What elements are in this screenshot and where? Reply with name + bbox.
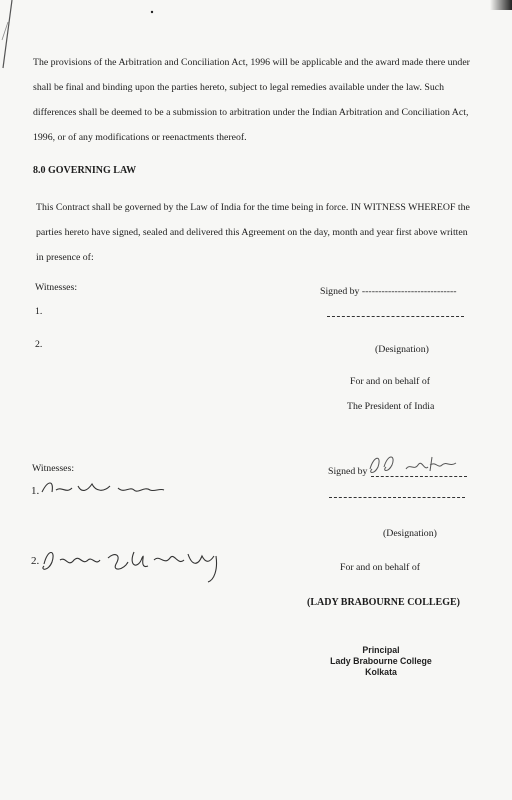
section-heading-governing-law: 8.0 GOVERNING LAW <box>33 165 137 176</box>
principal-signature <box>366 449 466 477</box>
governing-law-text: This Contract shall be governed by the Law of India for the time being in force. IN WITNESS WHEREOF the parties hereto have signed, sealed and delivered this Agreement on the day, month and year first above written in presence of: <box>36 202 470 263</box>
stamp-college: Lady Brabourne College <box>330 656 432 666</box>
witness-1-number-2: 1. <box>31 485 40 497</box>
signed-by-line-1: Signed by ----------------------------- <box>320 286 457 297</box>
party-lady-brabourne-college: (LADY BRABOURNE COLLEGE) <box>307 597 460 608</box>
speck <box>150 10 154 14</box>
party-president-of-india: The President of India <box>347 401 435 412</box>
signed-by-label-2: Signed by <box>328 466 368 477</box>
arbitration-clause-text: The provisions of the Arbitration and Conciliation Act, 1996 will be applicable and the award made there under shall be final and binding upon the parties hereto, subject to legal remedies available under the law. Such differences shall be deemed to be a submission to arbitration under the Indian Arbitration and Conciliation Act, 1996, or of any modifications or reenactments thereof. <box>33 57 470 143</box>
scan-edge-mark <box>0 0 14 70</box>
witness-2-number-2: 2. <box>31 555 40 567</box>
witnesses-label-2: Witnesses: <box>32 463 75 474</box>
on-behalf-label-1: For and on behalf of <box>350 376 430 387</box>
witness-2-signature <box>38 540 238 586</box>
witness-2-number: 2. <box>35 339 43 350</box>
witnesses-label-1: Witnesses: <box>35 282 78 293</box>
designation-label-1: (Designation) <box>375 344 429 355</box>
signature-line <box>327 316 464 317</box>
witness-1-signature <box>38 476 168 502</box>
stamp-title: Principal <box>362 645 400 655</box>
signature-line-3 <box>329 497 465 498</box>
witness-1-number: 1. <box>35 306 43 317</box>
stamp-city: Kolkata <box>365 667 397 677</box>
on-behalf-label-2: For and on behalf of <box>340 562 420 573</box>
designation-label-2: (Designation) <box>383 528 437 539</box>
scan-corner-shadow <box>490 0 512 10</box>
principal-stamp <box>318 645 444 678</box>
